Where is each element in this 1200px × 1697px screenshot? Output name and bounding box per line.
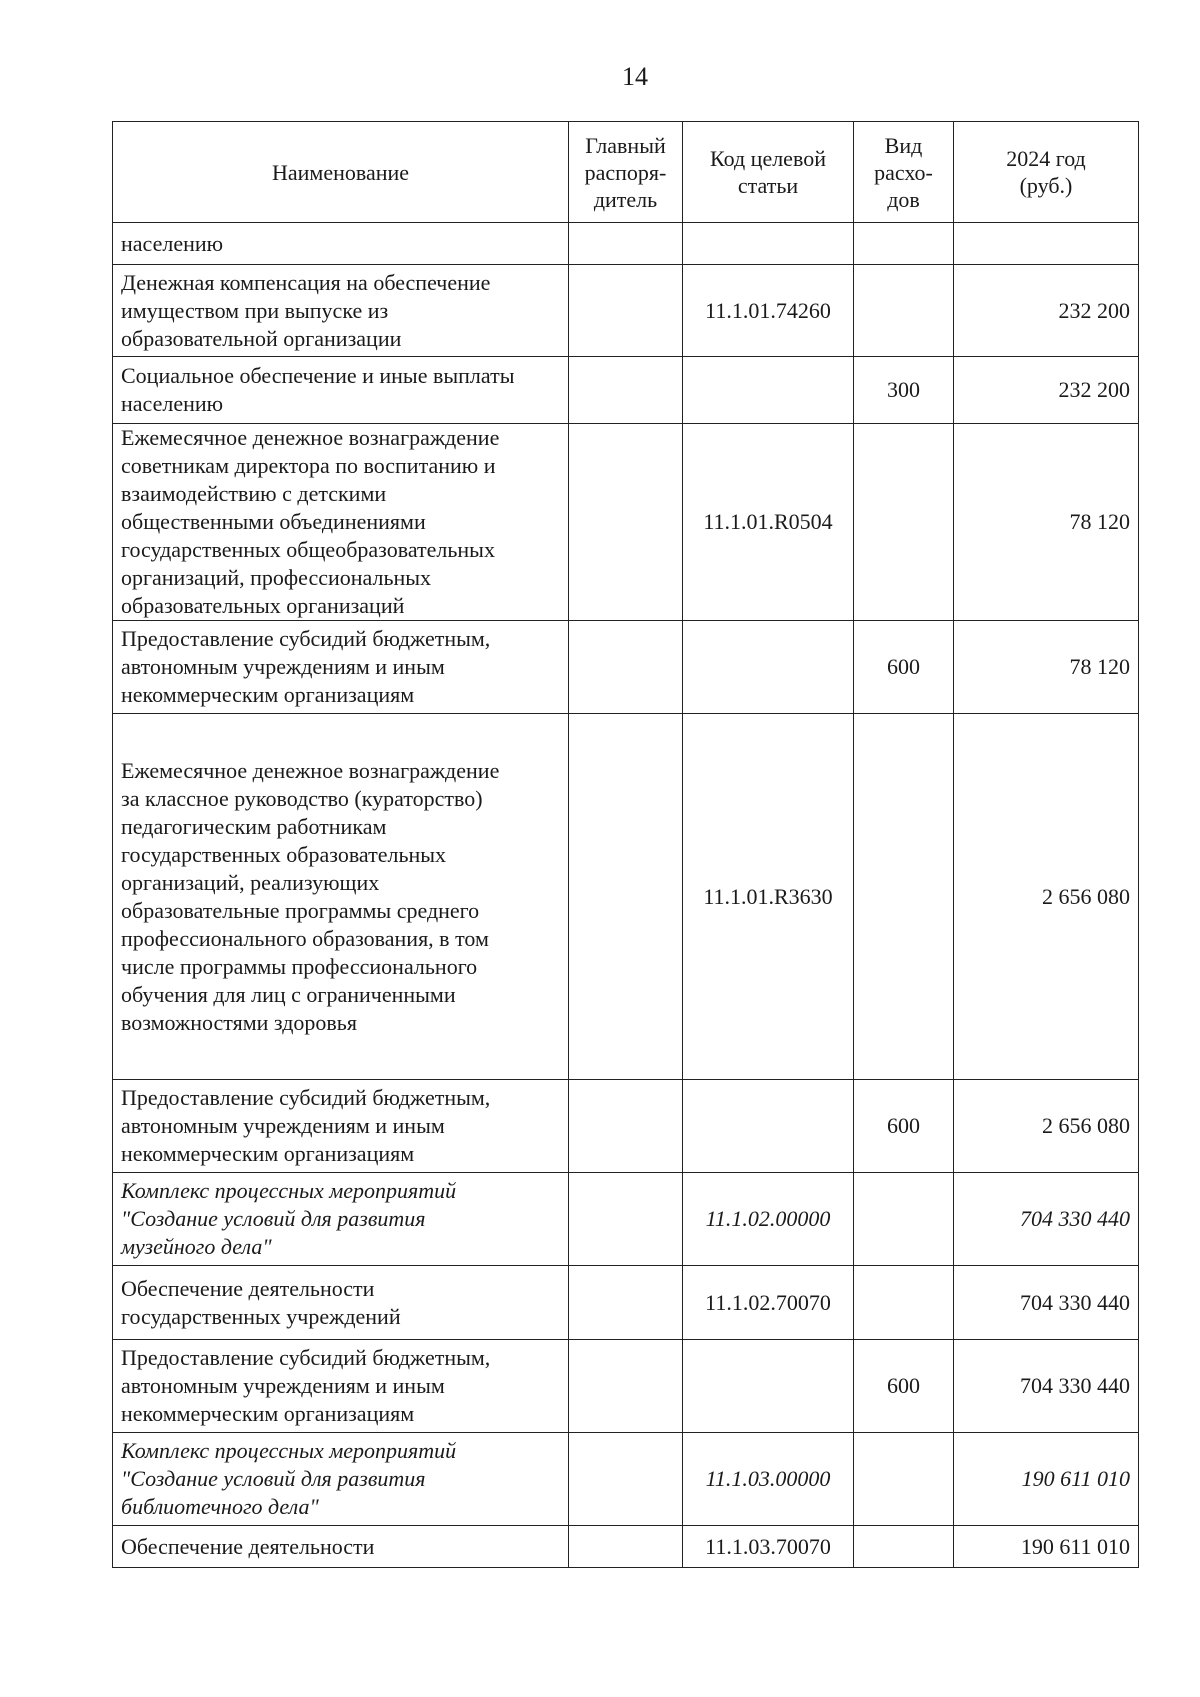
name-line: государственных образовательных (121, 841, 447, 867)
cell-code: 11.1.02.00000 (683, 1173, 854, 1266)
cell-code (683, 223, 854, 265)
name-line: Предоставление субсидий бюджетным, (121, 626, 491, 651)
name-line: населению (121, 230, 224, 256)
cell-code (683, 357, 854, 424)
cell-kind (854, 1266, 954, 1340)
name-line: Обеспечение деятельности (121, 1275, 375, 1301)
cell-ministry (569, 265, 683, 357)
table-row (113, 1526, 1139, 1568)
name-line: автономным учреждениям и иным (121, 1373, 445, 1398)
cell-code: 11.1.03.00000 (683, 1433, 854, 1526)
name-line: образовательной организации (121, 325, 402, 351)
cell-ministry (569, 1173, 683, 1266)
name-line: советникам директора по воспитанию и (121, 453, 496, 478)
cell-code: 11.1.01.R0504 (683, 424, 854, 621)
cell-kind (854, 265, 954, 357)
cell-kind (854, 424, 954, 621)
cell-kind (854, 1433, 954, 1526)
header-line: дитель (593, 186, 658, 212)
cell-amount: 2 656 080 (954, 1080, 1139, 1173)
cell-code (683, 1340, 854, 1433)
name-line: населению (121, 391, 224, 416)
table-row (113, 265, 1139, 357)
cell-code: 11.1.01.R3630 (683, 714, 854, 1080)
name-line: Ежемесячное денежное вознаграждение (121, 757, 500, 783)
cell-name (113, 1340, 569, 1433)
cell-kind: 600 (854, 1080, 954, 1173)
cell-amount: 190 611 010 (954, 1433, 1139, 1526)
name-line: числе программы профессионального (121, 953, 478, 979)
cell-name (113, 223, 569, 265)
name-line: некоммерческим организациям (121, 1401, 415, 1426)
cell-code (683, 1080, 854, 1173)
cell-name (113, 265, 569, 357)
name-line: "Создание условий для развития (121, 1206, 426, 1231)
cell-amount: 704 330 440 (954, 1340, 1139, 1433)
table-row (113, 357, 1139, 424)
name-line: профессионального образования, в том (121, 925, 489, 951)
cell-name (113, 1173, 569, 1266)
cell-ministry (569, 1340, 683, 1433)
cell-name (113, 621, 569, 714)
name-line: Денежная компенсация на обеспечение (121, 269, 491, 295)
name-line: Социальное обеспечение и иные выплаты (121, 363, 515, 388)
table-row (113, 1173, 1139, 1266)
table-row (113, 223, 1139, 265)
table-row (113, 424, 1139, 621)
cell-kind (854, 1173, 954, 1266)
name-line: имуществом при выпуске из (121, 297, 389, 323)
cell-kind: 600 (854, 1340, 954, 1433)
table-header-row (113, 122, 1139, 223)
name-line: образовательные программы среднего (121, 897, 480, 923)
header-line: расхо- (874, 159, 933, 185)
cell-name (113, 1433, 569, 1526)
name-line: Комплекс процессных мероприятий (121, 1438, 457, 1463)
cell-amount (954, 223, 1139, 265)
table-row (113, 1433, 1139, 1526)
name-line: педагогическим работникам (121, 813, 387, 839)
cell-code (683, 621, 854, 714)
name-line: организаций, профессиональных (121, 565, 432, 590)
name-line: общественными объединениями (121, 509, 426, 534)
table-row (113, 1080, 1139, 1173)
header-line: Вид (884, 132, 923, 158)
name-line: некоммерческим организациям (121, 682, 415, 707)
cell-amount: 232 200 (954, 265, 1139, 357)
name-line: Комплекс процессных мероприятий (121, 1178, 457, 1203)
name-line: "Создание условий для развития (121, 1466, 426, 1491)
table-body (113, 223, 1139, 1568)
cell-kind (854, 714, 954, 1080)
cell-kind: 300 (854, 357, 954, 424)
cell-amount: 78 120 (954, 424, 1139, 621)
cell-ministry (569, 424, 683, 621)
cell-amount: 190 611 010 (954, 1526, 1139, 1568)
header-amount (954, 122, 1139, 223)
cell-ministry (569, 621, 683, 714)
cell-amount: 704 330 440 (954, 1266, 1139, 1340)
cell-name (113, 424, 569, 621)
name-line: за классное руководство (кураторство) (121, 785, 483, 811)
header-line: распоря- (584, 159, 667, 185)
header-line: Главный (585, 132, 666, 158)
name-line: государственных общеобразовательных (121, 537, 495, 562)
name-line: автономным учреждениям и иным (121, 1113, 445, 1138)
cell-code: 11.1.02.70070 (683, 1266, 854, 1340)
cell-ministry (569, 223, 683, 265)
name-line: музейного дела" (121, 1234, 272, 1259)
cell-kind: 600 (854, 621, 954, 714)
name-line: государственных учреждений (121, 1303, 401, 1329)
header-line: 2024 год (1006, 146, 1086, 171)
header-ministry (569, 122, 683, 223)
name-line: Ежемесячное денежное вознаграждение (121, 425, 500, 450)
header-code (683, 122, 854, 223)
header-name (113, 122, 569, 223)
header-kind (854, 122, 954, 223)
budget-table (112, 121, 1139, 1568)
header-line: (руб.) (1019, 173, 1073, 198)
header-line: статьи (737, 173, 799, 198)
header-name-text: Наименование (271, 159, 410, 185)
cell-code: 11.1.03.70070 (683, 1526, 854, 1568)
cell-ministry (569, 1526, 683, 1568)
table-row (113, 714, 1139, 1080)
cell-ministry (569, 1266, 683, 1340)
table-row (113, 1266, 1139, 1340)
table-row (113, 1340, 1139, 1433)
name-line: автономным учреждениям и иным (121, 654, 445, 679)
page-number: 14 (622, 62, 648, 91)
name-line: организаций, реализующих (121, 869, 380, 895)
cell-name (113, 357, 569, 424)
cell-kind (854, 223, 954, 265)
cell-amount: 2 656 080 (954, 714, 1139, 1080)
name-line: образовательных организаций (121, 593, 405, 618)
name-line: взаимодействию с детскими (121, 481, 387, 506)
name-line: библиотечного дела" (121, 1494, 319, 1519)
cell-amount: 232 200 (954, 357, 1139, 424)
name-line: Предоставление субсидий бюджетным, (121, 1345, 491, 1370)
cell-amount: 78 120 (954, 621, 1139, 714)
cell-name (113, 714, 569, 1080)
header-line: Код целевой (710, 146, 826, 171)
cell-ministry (569, 714, 683, 1080)
cell-amount: 704 330 440 (954, 1173, 1139, 1266)
cell-code: 11.1.01.74260 (683, 265, 854, 357)
name-line: обучения для лиц с ограниченными (121, 981, 456, 1007)
name-line: Обеспечение деятельности (121, 1533, 375, 1559)
name-line: возможностями здоровья (121, 1009, 357, 1035)
cell-kind (854, 1526, 954, 1568)
cell-name (113, 1266, 569, 1340)
cell-ministry (569, 1080, 683, 1173)
name-line: некоммерческим организациям (121, 1141, 415, 1166)
cell-name (113, 1526, 569, 1568)
table-row (113, 621, 1139, 714)
name-line: Предоставление субсидий бюджетным, (121, 1085, 491, 1110)
cell-ministry (569, 357, 683, 424)
cell-ministry (569, 1433, 683, 1526)
cell-name (113, 1080, 569, 1173)
header-line: дов (887, 186, 920, 212)
